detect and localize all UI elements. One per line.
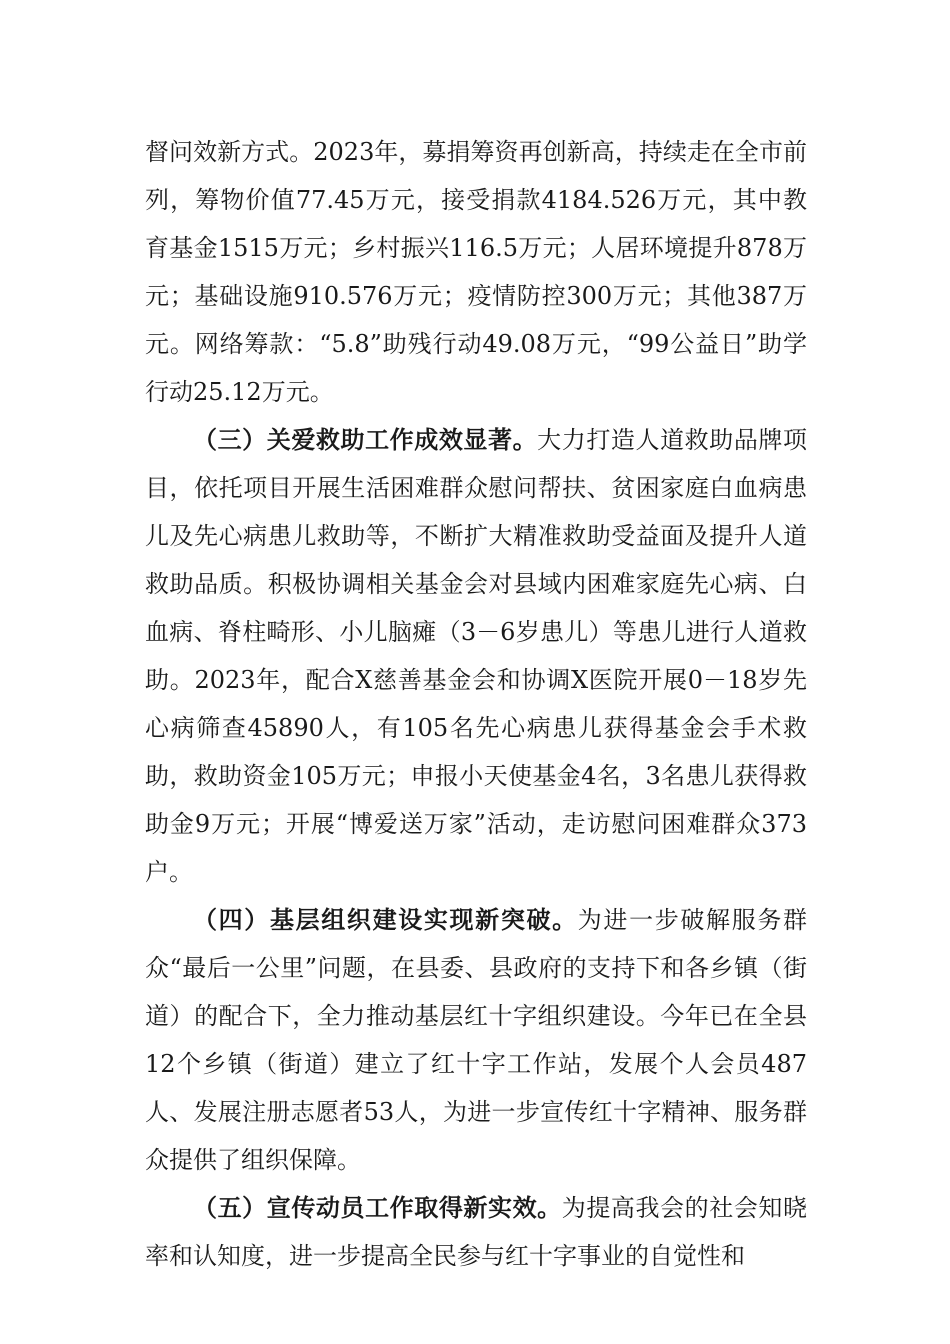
paragraph-text: 大力打造人道救助品牌项目，依托项目开展生活困难群众慰问帮扶、贫困家庭白血病患儿及先心病患儿救助等，不断扩大精准救助受益面及提升人道救助品质。积极协调相关基金会对县域内困难家庭先心病、白血病、脊柱畸形、小儿脑瘫（3－6岁患儿）等患儿进行人道救助。2023年，配合X慈善基金会和协调X医院开展0－18岁先心病筛查45890人，有105名先心病患儿获得基金会手术救助，救助资金105万元；申报小天使基金4名，3名患儿获得救助金9万元；开展“博爱送万家”活动，走访慰问困难群众373户。 [145,426,808,886]
document-body [145,128,807,1280]
section-heading-4: （四）基层组织建设实现新突破。 [193,905,578,934]
paragraph-fundraising-continued [145,128,807,416]
paragraph-text: 为提高我会的社会知晓率和认知度，进一步提高全民参与红十字事业的自觉性和 [145,1194,807,1270]
paragraph-publicity [145,1184,807,1280]
paragraph-text: 为进一步破解服务群众“最后一公里”问题，在县委、县政府的支持下和各乡镇（街道）的配合下，全力推动基层红十字组织建设。今年已在全县12个乡镇（街道）建立了红十字工作站，发展个人会员487人、发展注册志愿者53人，为进一步宣传红十字精神、服务群众提供了组织保障。 [145,906,807,1174]
section-heading-3: （三）关爱救助工作成效显著。 [193,425,538,454]
paragraph-grassroots-organization [145,896,807,1184]
paragraph-relief-work [145,416,807,896]
paragraph-text: 督问效新方式。2023年，募捐筹资再创新高，持续走在全市前列，筹物价值77.45万元，接受捐款4184.526万元，其中教育基金1515万元；乡村振兴116.5万元；人居环境提升878万元；基础设施910.576万元；疫情防控300万元；其他387万元。网络筹款：“5.8”助残行动49.08万元，“99公益日”助学行动25.12万元。 [145,138,807,406]
section-heading-5: （五）宣传动员工作取得新实效。 [193,1193,562,1222]
